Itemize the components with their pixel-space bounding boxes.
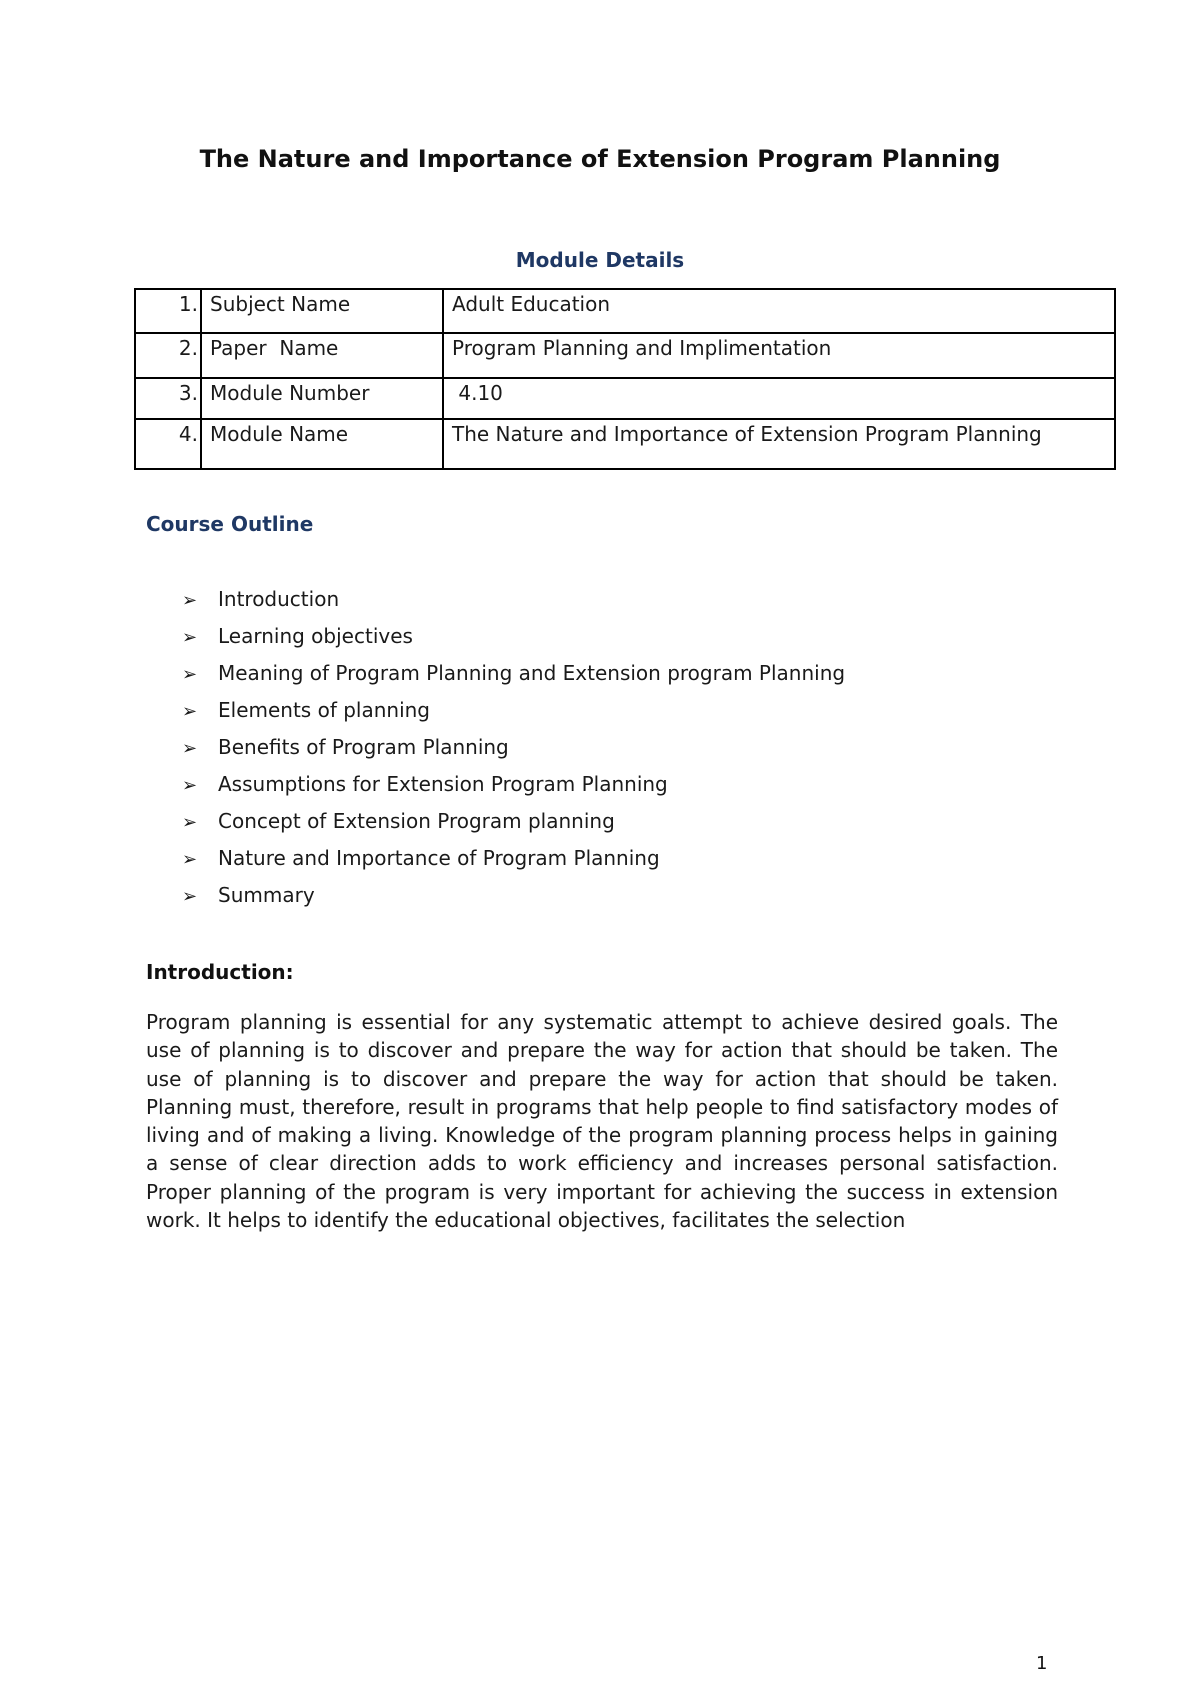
list-item-label: Elements of planning [218, 698, 431, 722]
list-item-label: Concept of Extension Program planning [218, 809, 615, 833]
module-details-table [134, 288, 1116, 470]
row-number: 4. [135, 419, 201, 469]
list-item [182, 621, 845, 658]
field-name: Module Number [201, 378, 443, 419]
list-item-label: Introduction [218, 587, 340, 611]
arrowhead-bullet-icon: ➢ [182, 849, 198, 870]
list-item-label: Assumptions for Extension Program Planning [218, 772, 668, 796]
table-row [135, 378, 1115, 419]
list-item [182, 695, 845, 732]
field-name: Paper Name [201, 333, 443, 378]
list-item-label: Nature and Importance of Program Planning [218, 846, 660, 870]
field-name: Module Name [201, 419, 443, 469]
list-item [182, 880, 845, 917]
list-item-label: Learning objectives [218, 624, 413, 648]
field-value: Adult Education [443, 289, 1115, 333]
page-number: 1 [1036, 1653, 1048, 1674]
course-outline-list [182, 584, 845, 917]
arrowhead-bullet-icon: ➢ [182, 775, 198, 796]
course-outline-heading: Course Outline [146, 512, 314, 536]
row-number: 3. [135, 378, 201, 419]
field-value: 4.10 [443, 378, 1115, 419]
list-item [182, 843, 845, 880]
list-item [182, 806, 845, 843]
arrowhead-bullet-icon: ➢ [182, 627, 198, 648]
list-item [182, 658, 845, 695]
arrowhead-bullet-icon: ➢ [182, 886, 198, 907]
arrowhead-bullet-icon: ➢ [182, 738, 198, 759]
list-item [182, 584, 845, 621]
field-name: Subject Name [201, 289, 443, 333]
module-details-caption: Module Details [515, 248, 685, 272]
list-item [182, 769, 845, 806]
introduction-heading: Introduction: [146, 960, 294, 984]
field-value: The Nature and Importance of Extension Program Planning [443, 419, 1115, 469]
row-number: 2. [135, 333, 201, 378]
list-item [182, 732, 845, 769]
introduction-paragraph: Program planning is essential for any systematic attempt to achieve desired goals. The use of planning is to discover and prepare the way for action that should be taken. The use of planning is to discover and prepare the way for action that should be taken. Planning must, therefore, result in programs that help people to find satisfactory modes of living and of making a living. Knowledge of the program planning process helps in gaining a sense of clear direction adds to work efficiency and increases personal satisfaction. Proper planning of the program is very important for achieving the success in extension work. It helps to identify the educational objectives, facilitates the selection [146, 1010, 1058, 1233]
arrowhead-bullet-icon: ➢ [182, 664, 198, 685]
row-number: 1. [135, 289, 201, 333]
document-title: The Nature and Importance of Extension Program Planning [199, 145, 1001, 173]
table-row [135, 289, 1115, 333]
table-row [135, 419, 1115, 469]
field-value: Program Planning and Implimentation [443, 333, 1115, 378]
arrowhead-bullet-icon: ➢ [182, 812, 198, 833]
arrowhead-bullet-icon: ➢ [182, 701, 198, 722]
arrowhead-bullet-icon: ➢ [182, 590, 198, 611]
list-item-label: Meaning of Program Planning and Extension program Planning [218, 661, 846, 685]
table-row [135, 333, 1115, 378]
list-item-label: Summary [218, 883, 315, 907]
list-item-label: Benefits of Program Planning [218, 735, 509, 759]
